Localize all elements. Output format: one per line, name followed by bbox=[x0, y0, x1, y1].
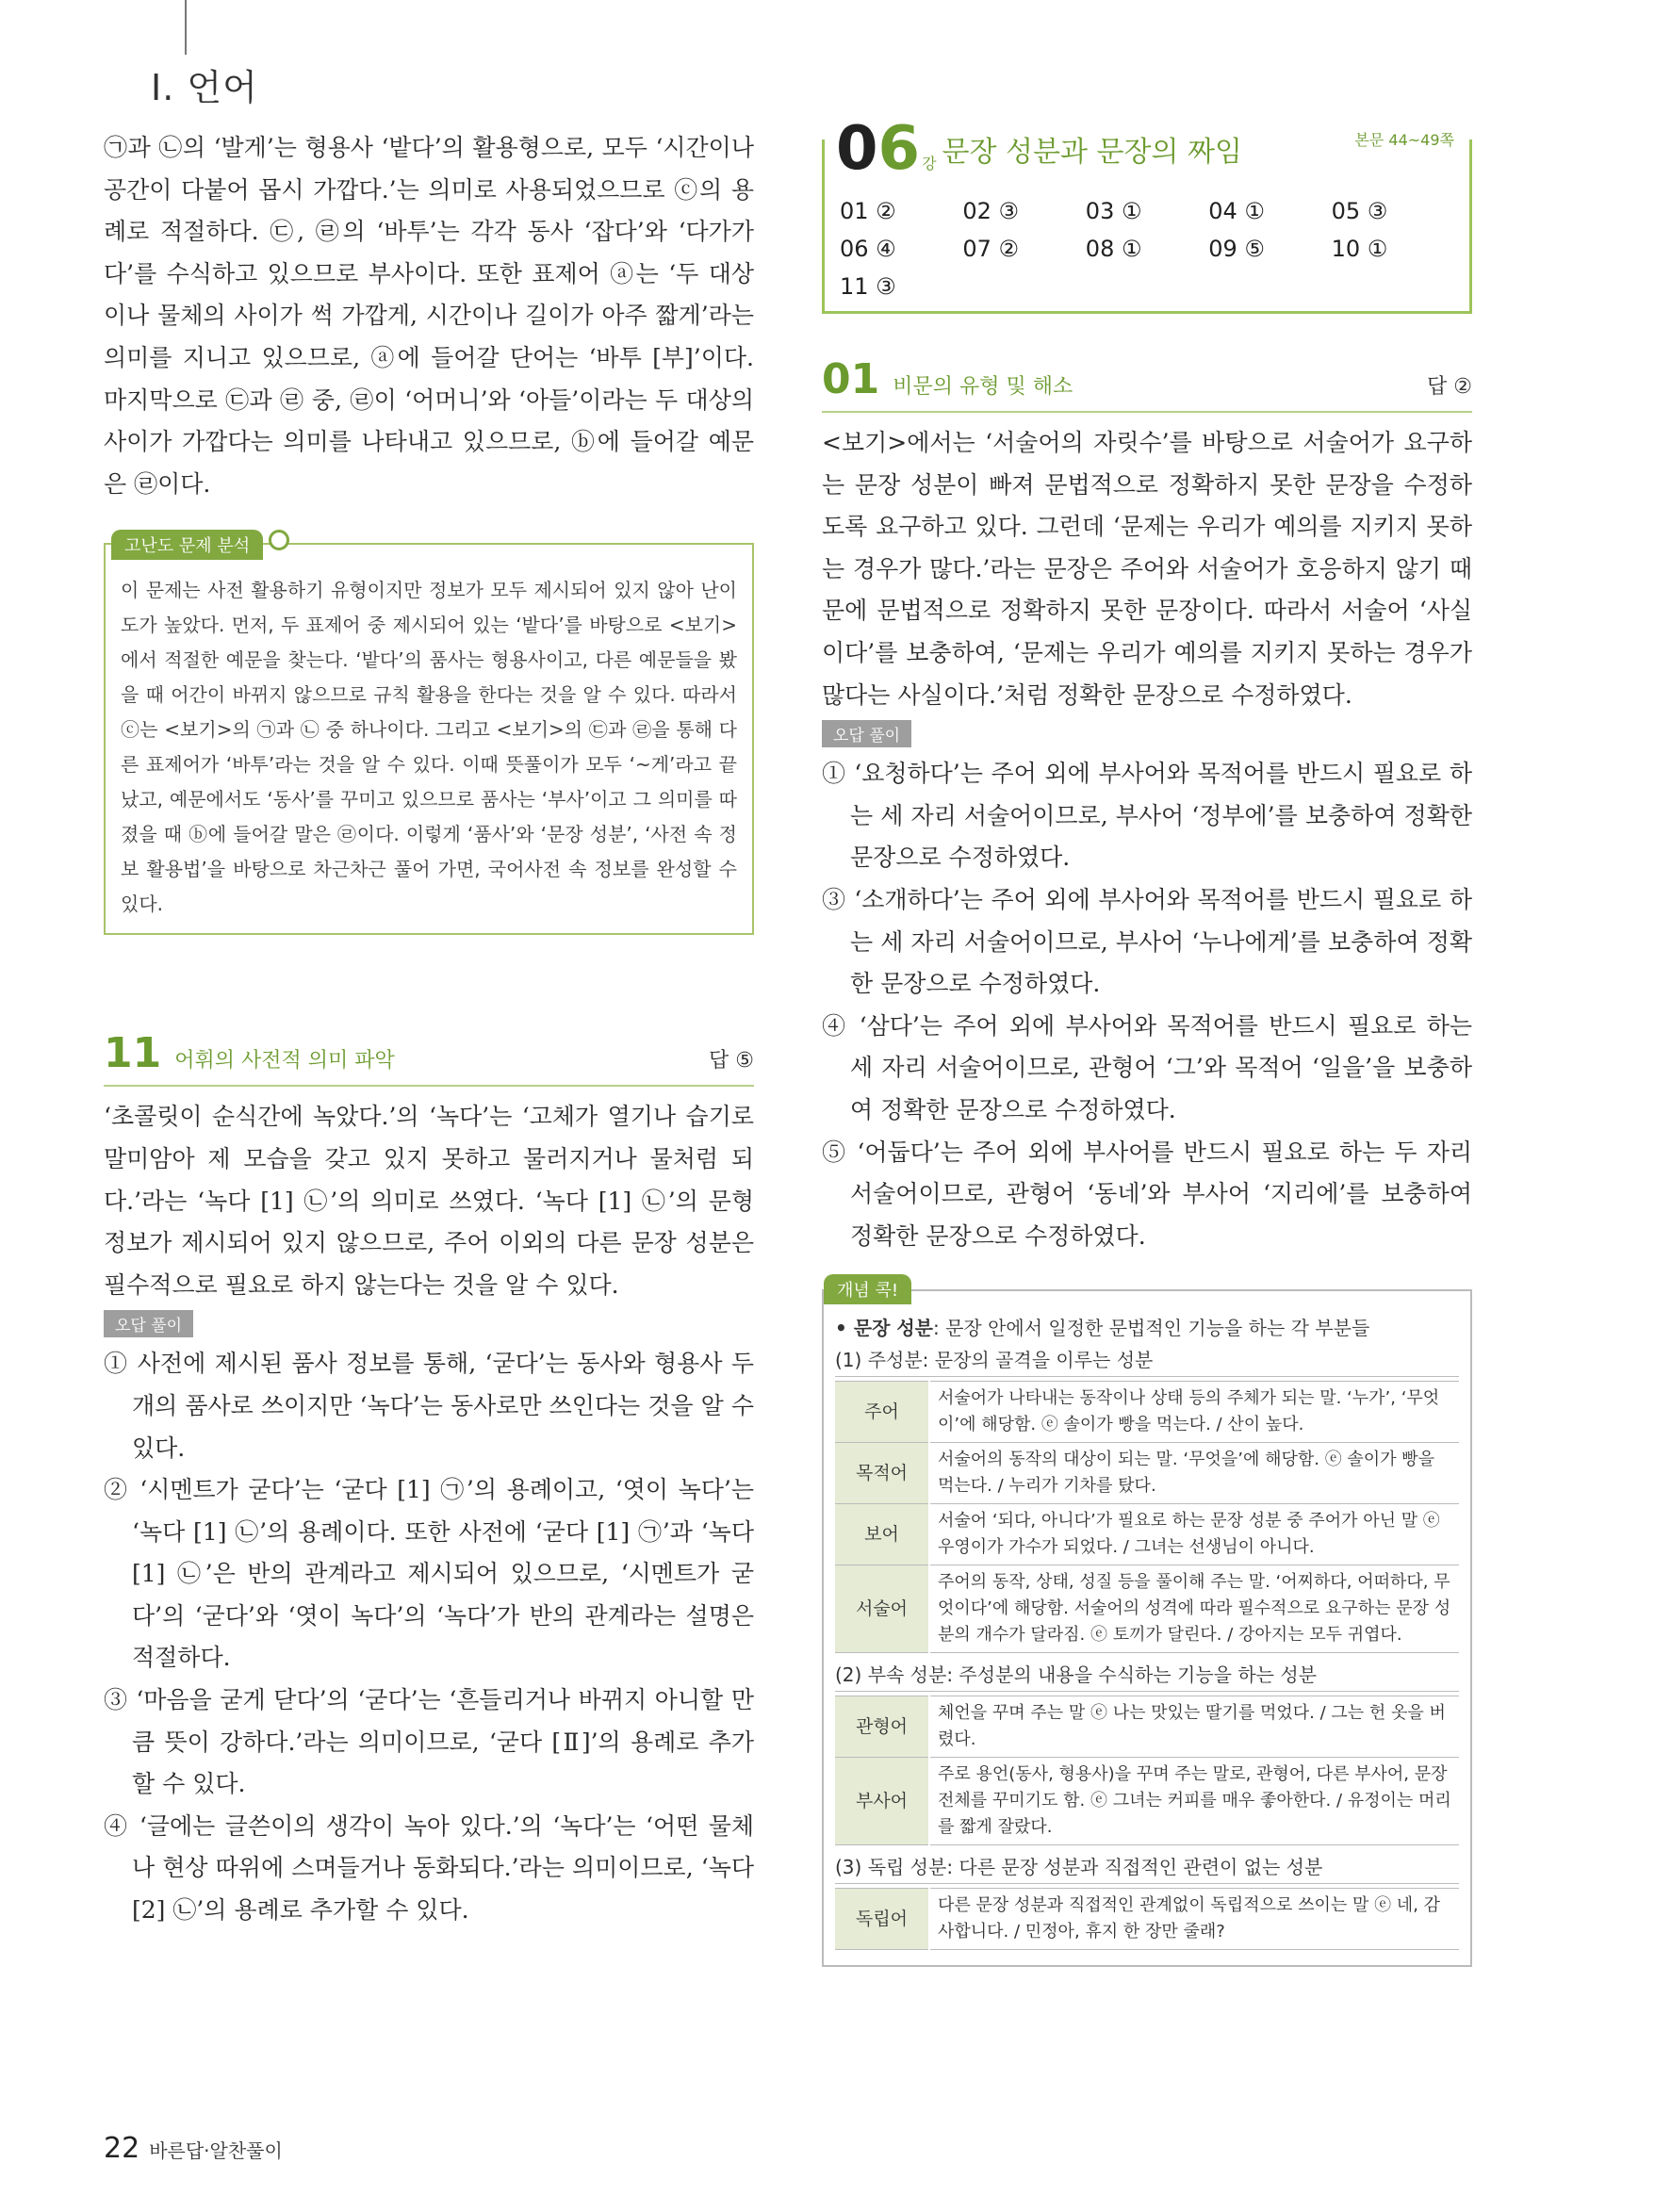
question-01-body: <보기>에서는 ‘서술어의 자릿수’를 바탕으로 서술어가 요구하는 문장 성분이 빠져 문법적으로 정확하지 못한 문장을 수정하도록 요구하고 있다. 그런데 ‘문제는 우리가 예의를 지키지 못하는 경우가 많다.’라는 문장은 주어와 서술어가 호응하지 않기 때문에 문법적으로 정확하지 못한 문장이다. 따라서 서술어 ‘사실이다’를 보충하여, ‘문제는 우리가 예의를 지키지 못하는 경우가 많다는 사실이다.’처럼 정확한 문장으로 수정하였다. bbox=[822, 429, 1472, 709]
wrong-answer-tag: 오답 풀이 bbox=[822, 720, 911, 747]
answer-cell: 07 ② bbox=[962, 236, 1020, 262]
concept-subhead-main: (1) 주성분: 문장의 골격을 이루는 성분 bbox=[835, 1344, 1459, 1377]
wrong-answer-item: ④ ‘글에는 글쓴이의 생각이 녹아 있다.’의 ‘녹다’는 ‘어떤 물체나 현상 따위에 스며들거나 동화되다.’라는 의미이므로, ‘녹다 [2] ㉡’의 용례로 추가할 수 있다. bbox=[104, 1811, 754, 1925]
concept-lead: • 문장 성분: 문장 안에서 일정한 문법적인 기능을 하는 각 부분들 bbox=[835, 1317, 1370, 1340]
concept-box bbox=[822, 1281, 1472, 1967]
chapter-number: 06 bbox=[836, 114, 921, 184]
magnifier-icon bbox=[269, 530, 289, 550]
right-column bbox=[822, 114, 1472, 1967]
question-answer: 답 ⑤ bbox=[709, 1049, 754, 1073]
wrong-answer-item: ① ‘요청하다’는 주어 외에 부사어와 목적어를 반드시 필요로 하는 세 자리 서술어이므로, 부사어 ‘정부에’를 보충하여 정확한 문장으로 수정하였다. bbox=[822, 760, 1472, 872]
answer-cell: 06 ④ bbox=[840, 236, 896, 262]
question-title: 어휘의 사전적 의미 파악 bbox=[174, 1049, 395, 1073]
answer-grid bbox=[840, 194, 1454, 303]
answer-cell: 04 ① bbox=[1208, 198, 1265, 224]
answer-cell: 11 ③ bbox=[840, 273, 896, 300]
section-header: Ⅰ. 언어 bbox=[151, 67, 258, 108]
answer-cell: 01 ② bbox=[840, 198, 896, 224]
wrong-answer-item: ③ ‘소개하다’는 주어 외에 부사어와 목적어를 반드시 필요로 하는 세 자리 서술어이므로, 부사어 ‘누나에게’를 보충하여 정확한 문장으로 수정하였다. bbox=[822, 885, 1472, 998]
question-answer: 답 ② bbox=[1427, 375, 1472, 399]
answers-box bbox=[822, 114, 1472, 314]
chapter-header bbox=[836, 114, 1252, 184]
table-row: 보어 서술어 ‘되다, 아니다’가 필요로 하는 문장 성분 중 주어가 아닌 말 ⓔ 우영이가 가수가 되었다. / 그녀는 선생님이 아니다. bbox=[835, 1504, 1459, 1565]
chapter-title: 문장 성분과 문장의 짜임 bbox=[942, 136, 1242, 169]
table-row: 부사어 주로 용언(동사, 형용사)을 꾸며 주는 말로, 관형어, 다른 부사어, 문장 전체를 꾸미기도 함. ⓔ 그녀는 커피를 매우 좋아한다. / 유정이는 머리를 짧게 잘랐다. bbox=[835, 1758, 1459, 1845]
table-row: 관형어 체언을 꾸며 주는 말 ⓔ 나는 맛있는 딸기를 먹었다. / 그는 헌 옷을 버렸다. bbox=[835, 1696, 1459, 1758]
concept-subhead-sub: (2) 부속 성분: 주성분의 내용을 수식하는 기능을 하는 성분 bbox=[835, 1659, 1459, 1692]
question-11-header bbox=[104, 1029, 754, 1087]
main-components-table bbox=[835, 1381, 1459, 1653]
concept-subhead-independent: (3) 독립 성분: 다른 문장 성분과 직접적인 관련이 없는 성분 bbox=[835, 1851, 1459, 1884]
answer-cell: 03 ① bbox=[1085, 198, 1142, 224]
question-number: 01 bbox=[822, 355, 880, 403]
table-row: 주어 서술어가 나타내는 동작이나 상태 등의 주체가 되는 말. ‘누가’, ‘무엇이’에 해당함. ⓔ 솔이가 빵을 먹는다. / 산이 높다. bbox=[835, 1382, 1459, 1443]
table-row: 독립어 다른 문장 성분과 직접적인 관계없이 독립적으로 쓰이는 말 ⓔ 네, 감사합니다. / 민정아, 휴지 한 장만 줄래? bbox=[835, 1889, 1459, 1950]
top-rule bbox=[185, 0, 187, 55]
wrong-answer-tag: 오답 풀이 bbox=[104, 1310, 193, 1337]
wrong-answer-item: ④ ‘삼다’는 주어 외에 부사어와 목적어를 반드시 필요로 하는 세 자리 서술어이므로, 관형어 ‘그’와 목적어 ‘일을’을 보충하여 정확한 문장으로 수정하였다. bbox=[822, 1011, 1472, 1123]
independent-components-table bbox=[835, 1888, 1459, 1950]
question-01-header bbox=[822, 355, 1472, 413]
page-number: 22 bbox=[104, 2132, 140, 2165]
question-title: 비문의 유형 및 해소 bbox=[893, 375, 1073, 399]
answer-cell: 08 ① bbox=[1085, 236, 1142, 262]
footer-text: 바른답·알찬풀이 bbox=[149, 2139, 283, 2162]
page-footer bbox=[104, 2132, 283, 2165]
wrong-answer-item: ① 사전에 제시된 품사 정보를 통해, ‘굳다’는 동사와 형용사 두 개의 품사로 쓰이지만 ‘녹다’는 동사로만 쓰인다는 것을 알 수 있다. bbox=[104, 1350, 754, 1462]
chapter-gang: 강 bbox=[922, 154, 937, 172]
left-column bbox=[104, 127, 754, 1932]
concept-tab: 개념 콕! bbox=[824, 1274, 911, 1304]
chapter-page-ref: 본문 44~49쪽 bbox=[1349, 128, 1460, 150]
answer-cell: 10 ① bbox=[1331, 236, 1388, 262]
table-row: 서술어 주어의 동작, 상태, 성질 등을 풀이해 주는 말. ‘어찌하다, 어떠하다, 무엇이다’에 해당함. 서술어의 성격에 따라 필수적으로 요구하는 문장 성분의 개수가 달라짐. ⓔ 토끼가 달린다. / 강아지는 모두 귀엽다. bbox=[835, 1565, 1459, 1653]
analysis-tab-label: 고난도 문제 분석 bbox=[124, 536, 251, 557]
table-row: 목적어 서술어의 동작의 대상이 되는 말. ‘무엇을’에 해당함. ⓔ 솔이가 빵을 먹는다. / 누리가 기차를 탔다. bbox=[835, 1443, 1459, 1504]
analysis-box bbox=[104, 536, 754, 935]
question-number: 11 bbox=[104, 1029, 162, 1078]
analysis-text: 이 문제는 사전 활용하기 유형이지만 정보가 모두 제시되어 있지 않아 난이도가 높았다. 먼저, 두 표제어 중 제시되어 있는 ‘밭다’를 바탕으로 <보기>에서 적절한 예문을 찾는다. ‘밭다’의 품사는 형용사이고, 다른 예문들을 봤을 때 어간이 바뀌지 않으므로 규칙 활용을 한다는 것을 알 수 있다. 따라서 ⓒ는 <보기>의 ㉠과 ㉡ 중 하나이다. 그리고 <보기>의 ㉢과 ㉣을 통해 다른 표제어가 ‘바투’라는 것을 알 수 있다. 이때 뜻풀이가 모두 ‘~게’라고 끝났고, 예문에서도 ‘동사’를 꾸미고 있으므로 품사는 ‘부사’이고 그 의미를 따졌을 때 ⓑ에 들어갈 말은 ㉣이다. 이렇게 ‘품사’와 ‘문장 성분’, ‘사전 속 정보 활용법’을 바탕으로 차근차근 풀어 가면, 국어사전 속 정보를 완성할 수 있다. bbox=[121, 579, 737, 916]
wrong-answer-item: ③ ‘마음을 굳게 닫다’의 ‘굳다’는 ‘흔들리거나 바뀌지 아니할 만큼 뜻이 강하다.’라는 의미이므로, ‘굳다 [Ⅱ]’의 용례로 추가할 수 있다. bbox=[104, 1686, 754, 1798]
question-11-body: ‘초콜릿이 순식간에 녹았다.’의 ‘녹다’는 ‘고체가 열기나 습기로 말미암아 제 모습을 갖고 있지 못하고 물러지거나 물처럼 되다.’라는 ‘녹다 [1] ㉡’의 의미로 쓰였다. ‘녹다 [1] ㉡’의 문형 정보가 제시되어 있지 않으므로, 주어 이외의 다른 문장 성분은 필수적으로 필요로 하지 않는다는 것을 알 수 있다. bbox=[104, 1103, 754, 1299]
answer-cell: 09 ⑤ bbox=[1208, 236, 1265, 262]
wrong-answer-item: ⑤ ‘어둡다’는 주어 외에 부사어를 반드시 필요로 하는 두 자리 서술어이므로, 관형어 ‘동네’와 부사어 ‘지리에’를 보충하여 정확한 문장으로 수정하였다. bbox=[822, 1138, 1472, 1250]
answer-cell: 02 ③ bbox=[962, 198, 1020, 224]
sub-components-table bbox=[835, 1696, 1459, 1845]
answer-cell: 05 ③ bbox=[1331, 198, 1388, 224]
analysis-tab bbox=[111, 530, 263, 560]
left-intro-paragraph: ㉠과 ㉡의 ‘발게’는 형용사 ‘밭다’의 활용형으로, 모두 ‘시간이나 공간이 다붙어 몹시 가깝다.’는 의미로 사용되었으므로 ⓒ의 용례로 적절하다. ㉢, ㉣의 ‘바투’는 각각 동사 ‘잡다’와 ‘다가가다’를 수식하고 있으므로 부사이다. 또한 표제어 ⓐ는 ‘두 대상이나 물체의 사이가 썩 가깝게, 시간이나 길이가 아주 짧게’라는 의미를 지니고 있으므로, ⓐ에 들어갈 단어는 ‘바투 [부]’이다. 마지막으로 ㉢과 ㉣ 중, ㉣이 ‘어머니’와 ‘아들’이라는 두 대상의 사이가 가깝다는 의미를 나타내고 있으므로, ⓑ에 들어갈 예문은 ㉣이다. bbox=[104, 134, 754, 498]
wrong-answer-item: ② ‘시멘트가 굳다’는 ‘굳다 [1] ㉠’의 용례이고, ‘엿이 녹다’는 ‘녹다 [1] ㉡’의 용례이다. 또한 사전에 ‘굳다 [1] ㉠’과 ‘녹다 [1] ㉡’은 반의 관계라고 제시되어 있으므로, ‘시멘트가 굳다’의 ‘굳다’와 ‘엿이 녹다’의 ‘녹다’가 반의 관계라는 설명은 적절하다. bbox=[104, 1476, 754, 1672]
